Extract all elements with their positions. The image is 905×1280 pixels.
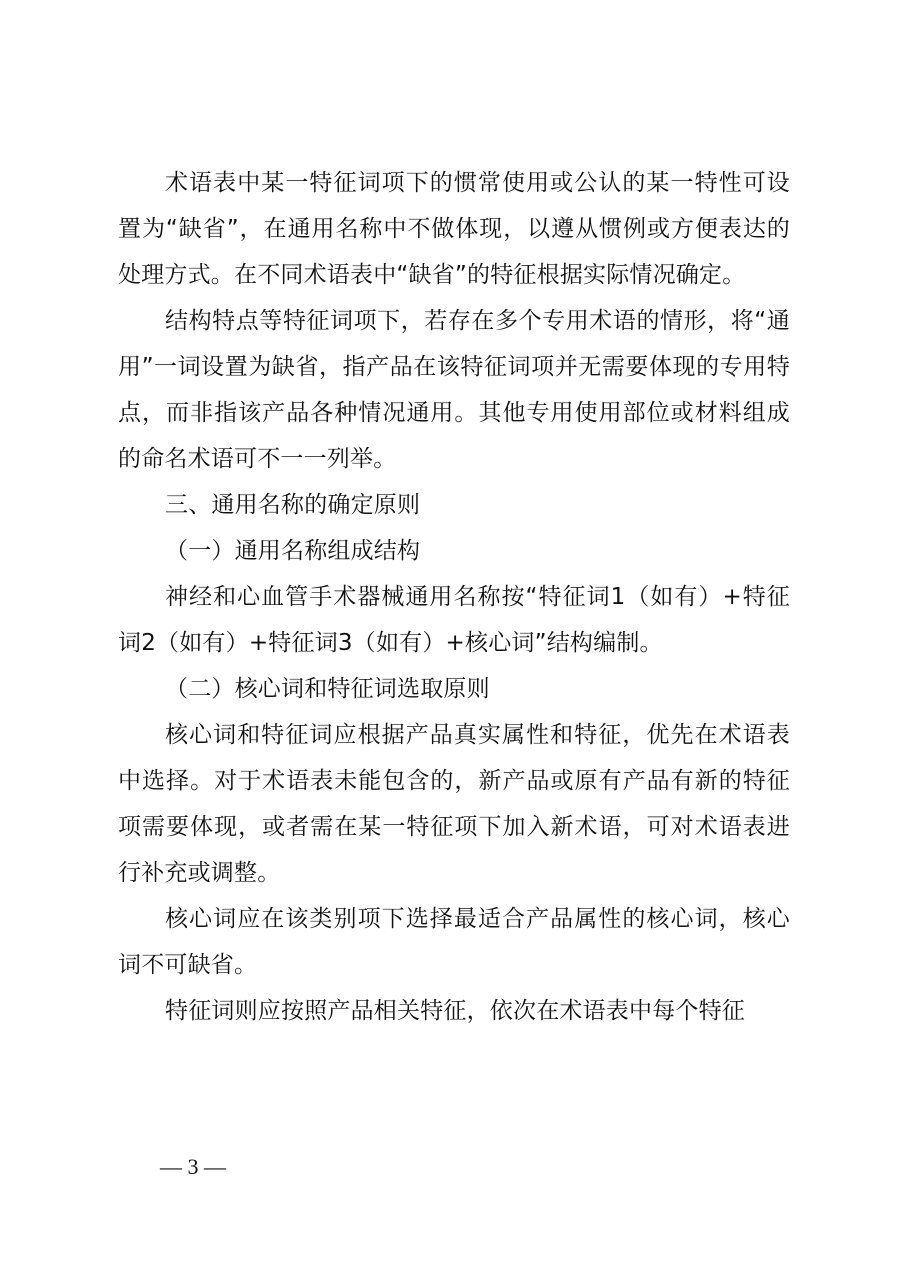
- page-number: — 3 —: [160, 1154, 226, 1179]
- paragraph-core-word: 核心词应在该类别项下选择最适合产品属性的核心词，核心词不可缺省。: [118, 906, 790, 978]
- document-body: [118, 160, 790, 1034]
- subsection-heading-word-selection: （二）核心词和特征词选取原则: [165, 676, 490, 702]
- paragraph-feature-word: 特征词则应按照产品相关特征，依次在术语表中每个特征: [165, 998, 745, 1024]
- section-heading-naming-principles: 三、通用名称的确定原则: [165, 492, 421, 518]
- paragraph-name-structure: 神经和心血管手术器械通用名称按“特征词1（如有）+特征词2（如有）+特征词3（如有）+核心词”结构编制。: [118, 584, 790, 656]
- paragraph-structure-features: 结构特点等特征词项下，若存在多个专用术语的情形，将“通用”一词设置为缺省，指产品在该特征词项并无需要体现的专用特点，而非指该产品各种情况通用。其他专用使用部位或材料组成的命名术语可不一一列举。: [118, 308, 790, 472]
- paragraph-default-setting: 术语表中某一特征词项下的惯常使用或公认的某一特性可设置为“缺省”，在通用名称中不做体现，以遵从惯例或方便表达的处理方式。在不同术语表中“缺省”的特征根据实际情况确定。: [118, 170, 790, 288]
- paragraph-word-selection: 核心词和特征词应根据产品真实属性和特征，优先在术语表中选择。对于术语表未能包含的，新产品或原有产品有新的特征项需要体现，或者需在某一特征项下加入新术语，可对术语表进行补充或调整。: [118, 722, 790, 886]
- subsection-heading-name-structure: （一）通用名称组成结构: [165, 538, 421, 564]
